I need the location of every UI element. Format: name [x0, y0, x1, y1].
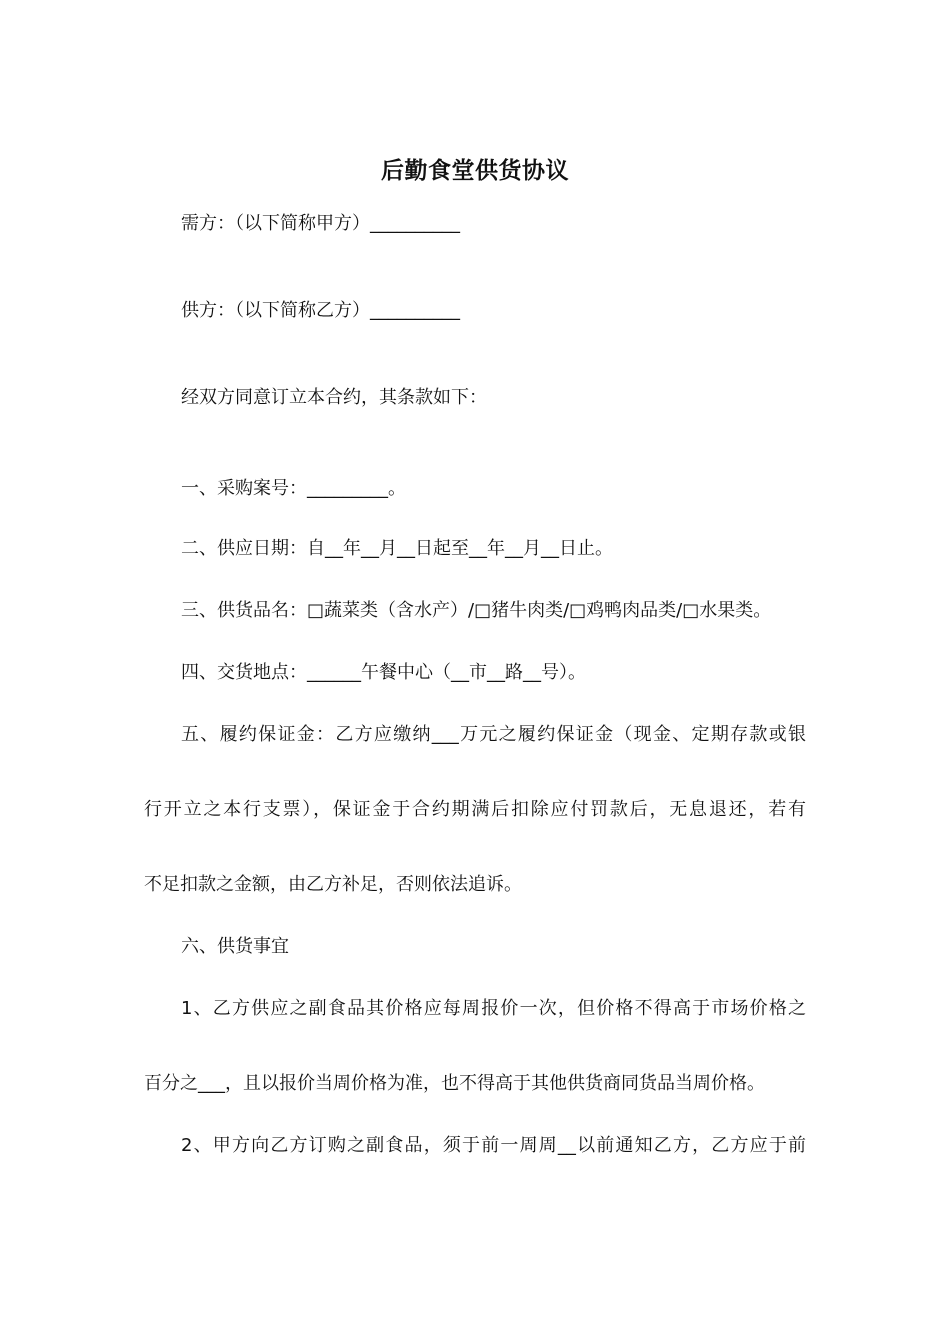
clause-6-item-1-line-1: 1、乙方供应之副食品其价格应每周报价一次，但价格不得高于市场价格之 [181, 998, 806, 1019]
party-a-line: 需方：（以下简称甲方）__________ [181, 213, 460, 234]
clause-2-supply-date: 二、供应日期：自__年__月__日起至__年__月__日止。 [181, 538, 613, 559]
clause-6-heading: 六、供货事宜 [181, 936, 289, 957]
clause-3-goods: 三、供货品名：□蔬菜类（含水产）/□猪牛肉类/□鸡鸭肉品类/□水果类。 [181, 600, 772, 621]
clause-4-delivery-location: 四、交货地点：______午餐中心（__市__路__号）。 [181, 662, 586, 683]
clause-5-deposit-line-2: 行开立之本行支票），保证金于合约期满后扣除应付罚款后，无息退还，若有 [144, 799, 806, 820]
intro-text: 经双方同意订立本合约，其条款如下： [181, 387, 487, 408]
party-b-line: 供方：（以下简称乙方）__________ [181, 300, 460, 321]
clause-6-item-2-line-1: 2、甲方向乙方订购之副食品，须于前一周周__以前通知乙方，乙方应于前 [181, 1135, 806, 1156]
clause-6-item-1-line-2: 百分之___，且以报价当周价格为准，也不得高于其他供货商同货品当周价格。 [144, 1073, 765, 1094]
clause-1-case-number: 一、采购案号：_________。 [181, 478, 406, 499]
clause-5-deposit-line-3: 不足扣款之金额，由乙方补足，否则依法追诉。 [144, 874, 522, 895]
clause-5-deposit-line-1: 五、履约保证金：乙方应缴纳___万元之履约保证金（现金、定期存款或银 [181, 724, 806, 745]
document-title: 后勤食堂供货协议 [381, 158, 569, 184]
